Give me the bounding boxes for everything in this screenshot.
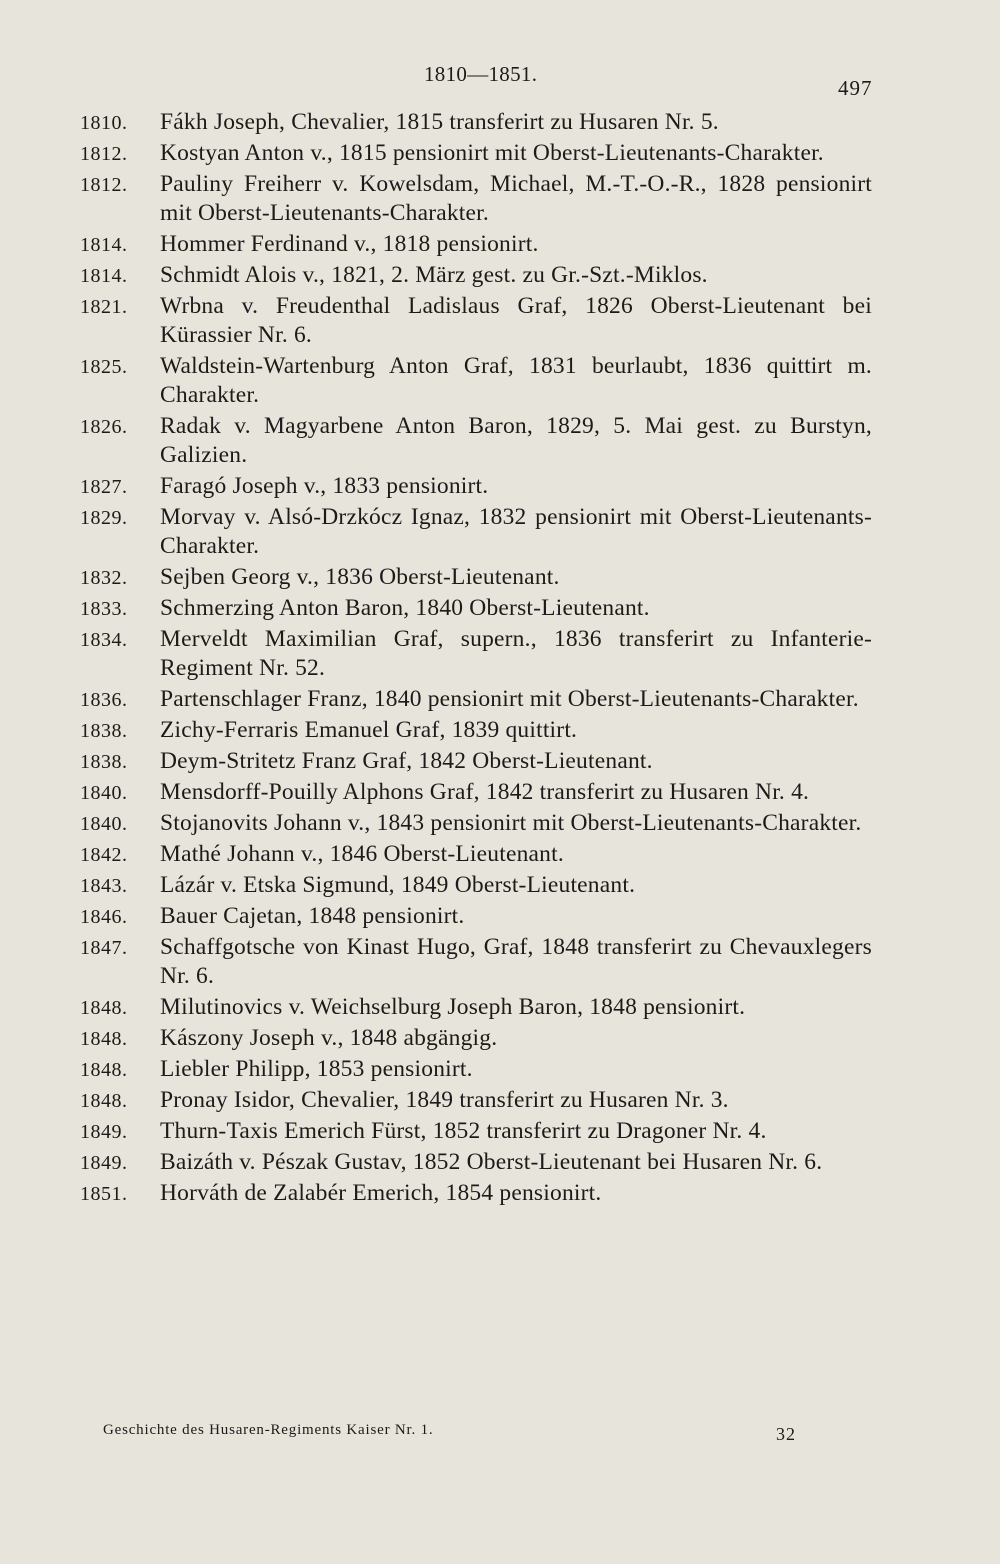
list-item <box>0 503 1000 561</box>
entry-text: Thurn-Taxis Emerich Fürst, 1852 transferirt zu Dragoner Nr. 4. <box>160 1118 767 1144</box>
footer-book-title: Geschichte des Husaren-Regiments Kaiser Nr. 1. <box>103 1422 434 1438</box>
entry-year: 1821. <box>80 296 128 318</box>
list-item <box>0 1086 1000 1115</box>
entry-text: Morvay v. Alsó-Drzkócz Ignaz, 1832 pensionirt mit Oberst-Lieutenants-Charakter. <box>160 504 872 559</box>
list-item <box>0 1117 1000 1146</box>
entry-year: 1843. <box>80 875 128 897</box>
list-item <box>0 1179 1000 1208</box>
entry-year: 1840. <box>80 813 128 835</box>
entry-text: Baizáth v. Pészak Gustav, 1852 Oberst-Lieutenant bei Husaren Nr. 6. <box>160 1149 823 1175</box>
entry-year: 1846. <box>80 906 128 928</box>
list-item <box>0 625 1000 683</box>
entry-text: Radak v. Magyarbene Anton Baron, 1829, 5. Mai gest. zu Burstyn, Galizien. <box>160 413 872 468</box>
entry-text: Mathé Johann v., 1846 Oberst-Lieutenant. <box>160 841 564 867</box>
running-title: 1810—1851. <box>424 62 538 86</box>
entry-year: 1849. <box>80 1121 128 1143</box>
entry-year: 1814. <box>80 265 128 287</box>
entry-text: Waldstein-Wartenburg Anton Graf, 1831 beurlaubt, 1836 quittirt m. Charakter. <box>160 353 872 408</box>
entry-year: 1848. <box>80 1059 128 1081</box>
entry-year: 1834. <box>80 629 128 651</box>
list-item <box>0 809 1000 838</box>
entry-text: Schaffgotsche von Kinast Hugo, Graf, 1848 transferirt zu Chevauxlegers Nr. 6. <box>160 934 872 989</box>
entry-text: Sejben Georg v., 1836 Oberst-Lieutenant. <box>160 564 560 590</box>
page-number: 497 <box>838 76 873 100</box>
list-item <box>0 412 1000 470</box>
entry-list <box>0 108 1000 1210</box>
list-item <box>0 292 1000 350</box>
signature-mark: 32 <box>776 1424 796 1444</box>
list-item <box>0 352 1000 410</box>
entry-text: Stojanovits Johann v., 1843 pensionirt mit Oberst-Lieutenants-Charakter. <box>160 810 862 836</box>
entry-year: 1848. <box>80 1090 128 1112</box>
entry-year: 1849. <box>80 1152 128 1174</box>
entry-text: Wrbna v. Freudenthal Ladislaus Graf, 1826 Oberst-Lieutenant bei Kürassier Nr. 6. <box>160 293 872 348</box>
entry-year: 1848. <box>80 1028 128 1050</box>
entry-year: 1842. <box>80 844 128 866</box>
entry-text: Schmidt Alois v., 1821, 2. März gest. zu Gr.-Szt.-Miklos. <box>160 262 708 288</box>
entry-text: Liebler Philipp, 1853 pensionirt. <box>160 1056 473 1082</box>
entry-year: 1825. <box>80 356 128 378</box>
entry-text: Schmerzing Anton Baron, 1840 Oberst-Lieutenant. <box>160 595 650 621</box>
entry-year: 1827. <box>80 476 128 498</box>
entry-text: Horváth de Zalabér Emerich, 1854 pensionirt. <box>160 1180 602 1206</box>
entry-text: Lázár v. Etska Sigmund, 1849 Oberst-Lieutenant. <box>160 872 636 898</box>
entry-year: 1812. <box>80 143 128 165</box>
entry-year: 1814. <box>80 234 128 256</box>
entry-year: 1833. <box>80 598 128 620</box>
list-item <box>0 1148 1000 1177</box>
list-item <box>0 716 1000 745</box>
entry-year: 1832. <box>80 567 128 589</box>
list-item <box>0 1055 1000 1084</box>
entry-year: 1836. <box>80 689 128 711</box>
list-item <box>0 840 1000 869</box>
list-item <box>0 594 1000 623</box>
list-item <box>0 685 1000 714</box>
list-item <box>0 472 1000 501</box>
entry-text: Faragó Joseph v., 1833 pensionirt. <box>160 473 489 499</box>
list-item <box>0 993 1000 1022</box>
entry-year: 1812. <box>80 174 128 196</box>
entry-year: 1838. <box>80 751 128 773</box>
entry-text: Kászony Joseph v., 1848 abgängig. <box>160 1025 498 1051</box>
entry-year: 1810. <box>80 112 128 134</box>
entry-year: 1838. <box>80 720 128 742</box>
entry-text: Mensdorff-Pouilly Alphons Graf, 1842 transferirt zu Husaren Nr. 4. <box>160 779 810 805</box>
list-item <box>0 778 1000 807</box>
list-item <box>0 563 1000 592</box>
page-header <box>0 58 1000 98</box>
entry-text: Kostyan Anton v., 1815 pensionirt mit Oberst-Lieutenants-Charakter. <box>160 140 824 166</box>
list-item <box>0 747 1000 776</box>
entry-text: Deym-Stritetz Franz Graf, 1842 Oberst-Lieutenant. <box>160 748 653 774</box>
list-item <box>0 1024 1000 1053</box>
entry-text: Pauliny Freiherr v. Kowelsdam, Michael, M.-T.-O.-R., 1828 pensionirt mit Oberst-Lieutenants-Charakter. <box>160 171 872 226</box>
entry-year: 1840. <box>80 782 128 804</box>
entry-year: 1826. <box>80 416 128 438</box>
list-item <box>0 139 1000 168</box>
entry-text: Fákh Joseph, Chevalier, 1815 transferirt zu Husaren Nr. 5. <box>160 109 719 135</box>
entry-text: Bauer Cajetan, 1848 pensionirt. <box>160 903 465 929</box>
list-item <box>0 230 1000 259</box>
list-item <box>0 933 1000 991</box>
entry-text: Zichy-Ferraris Emanuel Graf, 1839 quittirt. <box>160 717 578 743</box>
list-item <box>0 170 1000 228</box>
entry-text: Hommer Ferdinand v., 1818 pensionirt. <box>160 231 539 257</box>
entry-text: Pronay Isidor, Chevalier, 1849 transferirt zu Husaren Nr. 3. <box>160 1087 729 1113</box>
entry-year: 1851. <box>80 1183 128 1205</box>
list-item <box>0 902 1000 931</box>
page-footer <box>0 1416 1000 1446</box>
entry-text: Milutinovics v. Weichselburg Joseph Baron, 1848 pensionirt. <box>160 994 746 1020</box>
entry-text: Partenschlager Franz, 1840 pensionirt mit Oberst-Lieutenants-Charakter. <box>160 686 859 712</box>
entry-text: Merveldt Maximilian Graf, supern., 1836 transferirt zu Infanterie-Regiment Nr. 52. <box>160 626 872 681</box>
list-item <box>0 871 1000 900</box>
list-item <box>0 261 1000 290</box>
entry-year: 1829. <box>80 507 128 529</box>
entry-year: 1848. <box>80 997 128 1019</box>
entry-year: 1847. <box>80 937 128 959</box>
list-item <box>0 108 1000 137</box>
